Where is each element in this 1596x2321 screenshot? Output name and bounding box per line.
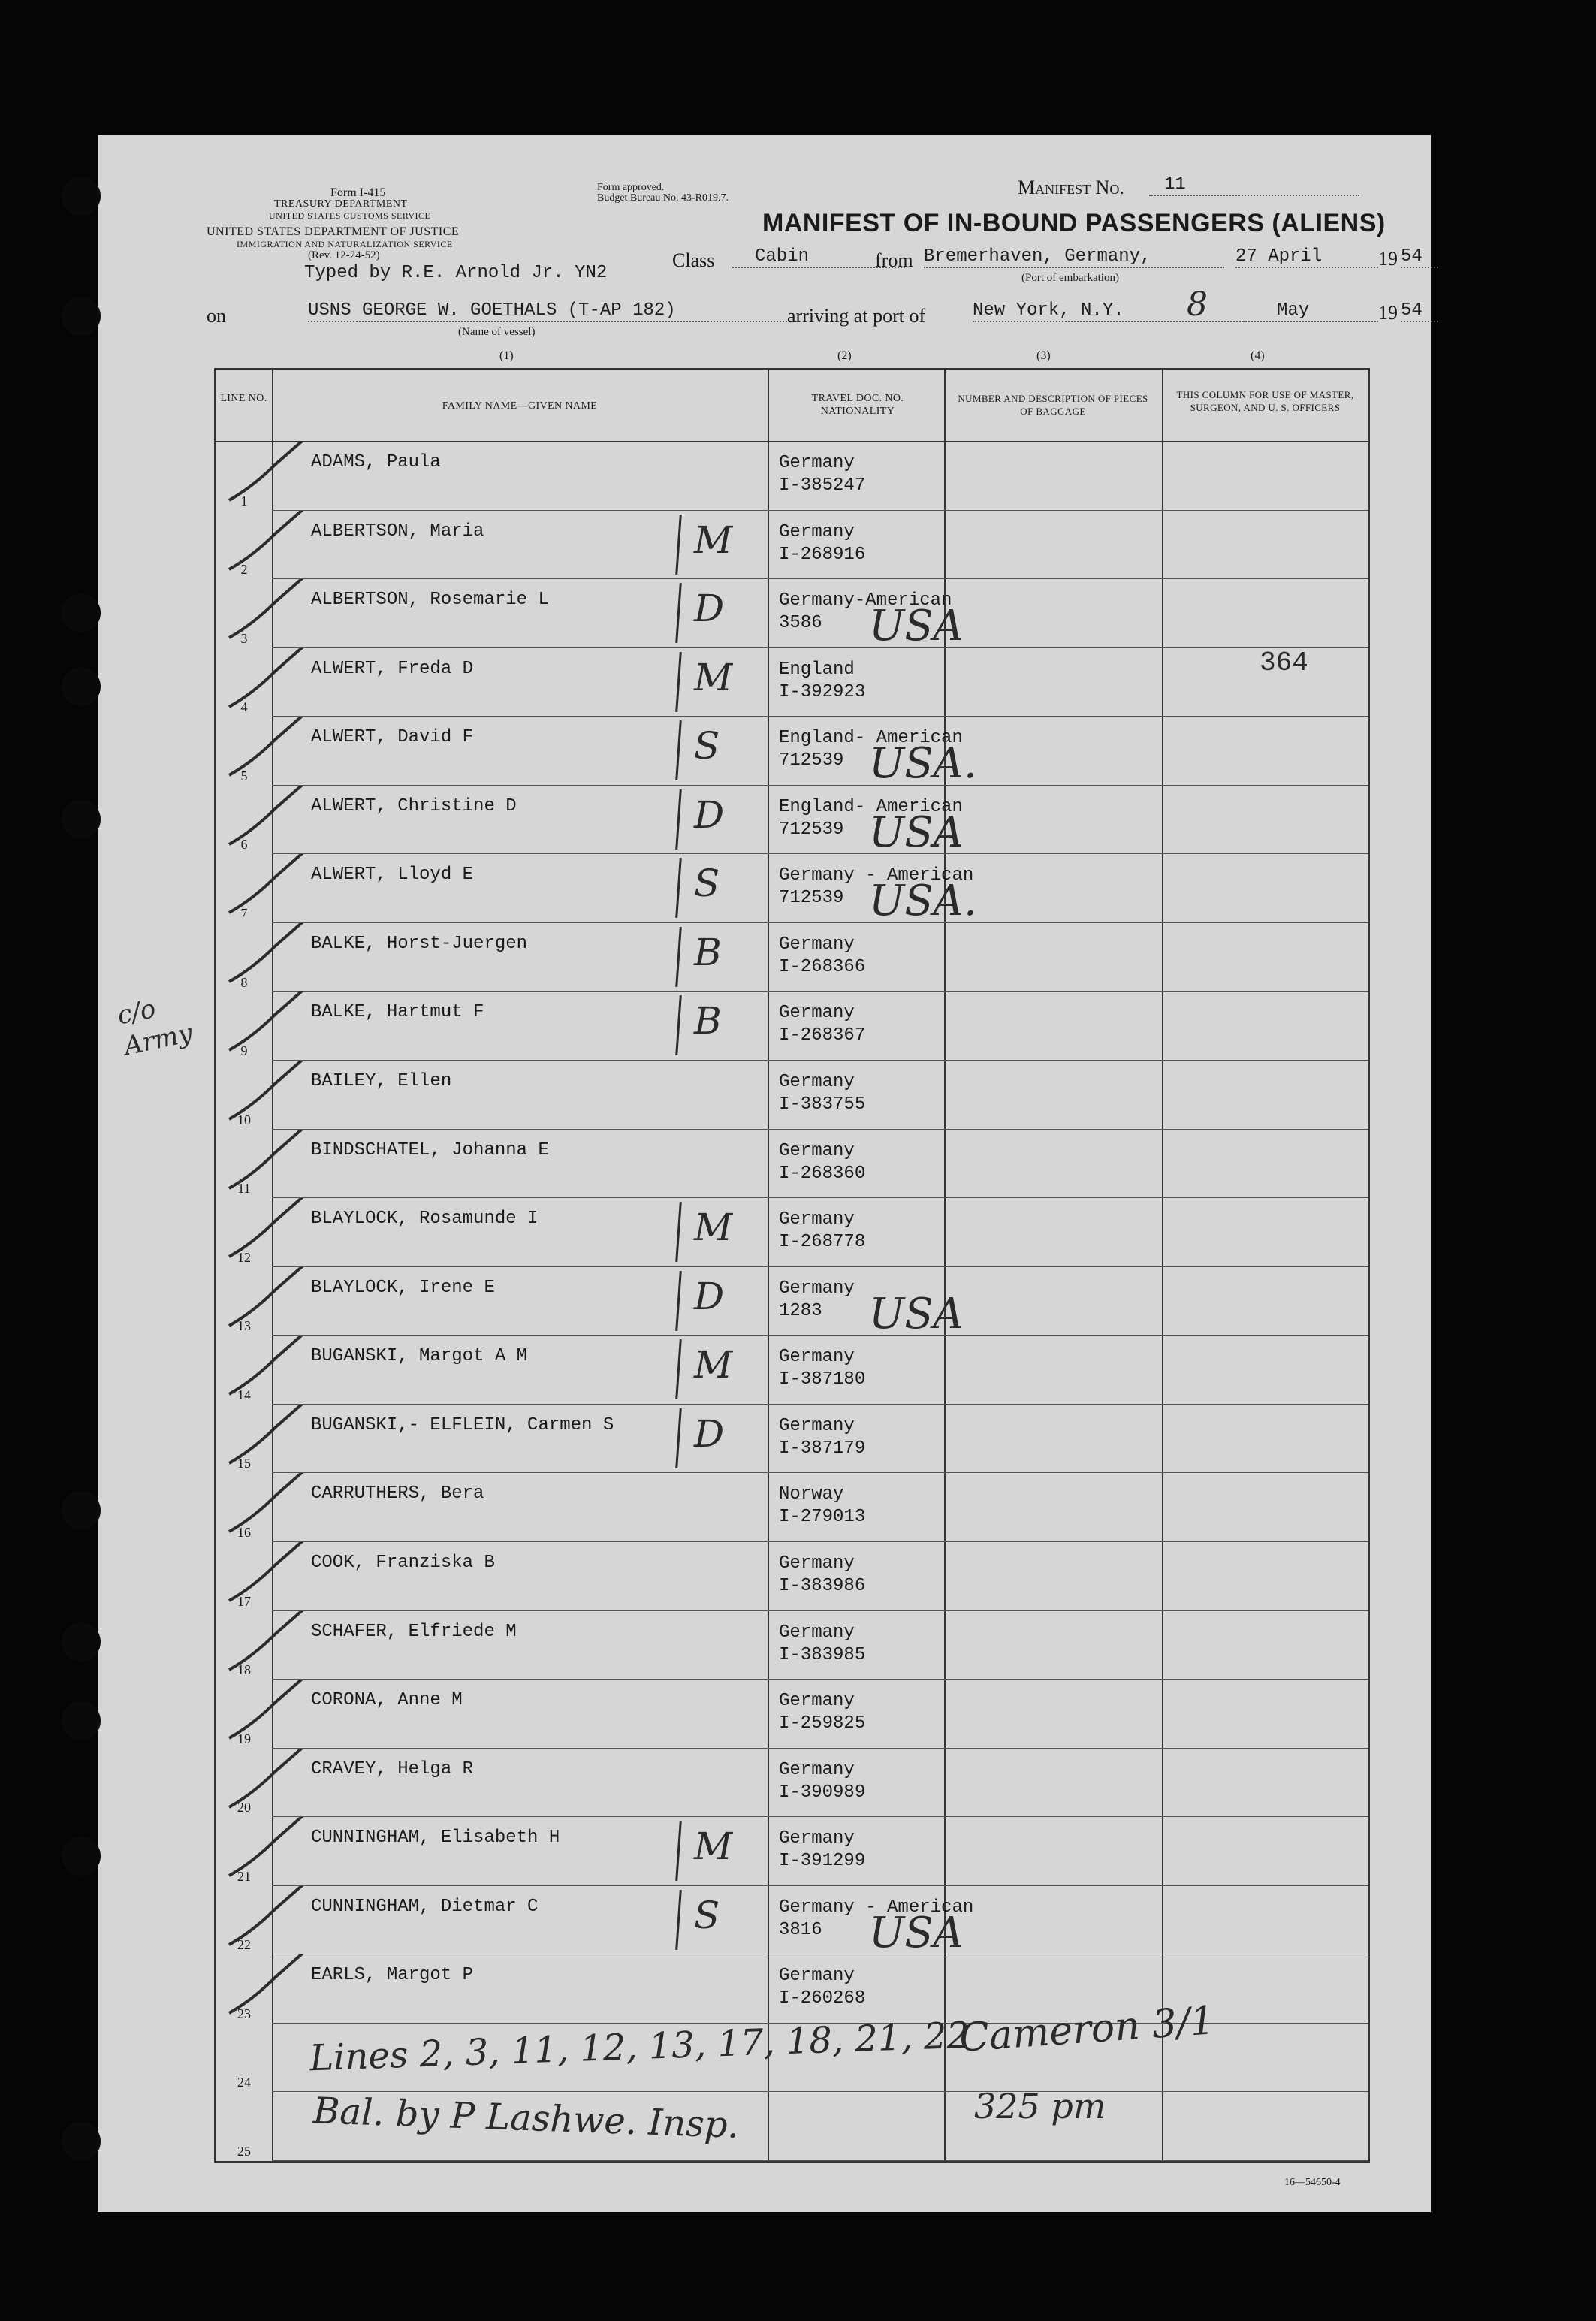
travel-doc-number: 712539 bbox=[779, 819, 844, 840]
header-line-no: LINE NO. bbox=[220, 393, 267, 404]
travel-doc-number: I-268778 bbox=[779, 1232, 866, 1253]
line-number: 5 bbox=[240, 768, 248, 783]
nationality: Germany bbox=[779, 1003, 855, 1024]
table-row bbox=[216, 511, 1368, 580]
travel-doc-number: I-260268 bbox=[779, 1988, 866, 2009]
check-mark-icon bbox=[223, 1954, 328, 2022]
punch-hole bbox=[62, 1701, 101, 1740]
passenger-name: BLAYLOCK, Irene E bbox=[311, 1277, 495, 1298]
passenger-name: CRAVEY, Helga R bbox=[311, 1758, 474, 1779]
nationality: England bbox=[779, 659, 855, 680]
passenger-table bbox=[214, 368, 1370, 2163]
line-number: 10 bbox=[237, 1112, 251, 1127]
family-relation-mark: D bbox=[694, 587, 725, 631]
travel-doc-number: I-383985 bbox=[779, 1644, 866, 1665]
passenger-name: ALBERTSON, Rosemarie L bbox=[311, 590, 549, 611]
check-mark-icon bbox=[223, 1198, 328, 1266]
bracket-stroke bbox=[675, 1271, 682, 1331]
bracket-stroke bbox=[675, 858, 682, 918]
passenger-name: CARRUTHERS, Bera bbox=[311, 1483, 484, 1505]
line-number: 1 bbox=[240, 493, 248, 509]
bracket-stroke bbox=[675, 927, 682, 987]
nationality: Germany bbox=[779, 1415, 855, 1436]
travel-doc-cell bbox=[779, 1002, 865, 1047]
customs-service: UNITED STATES CUSTOMS SERVICE bbox=[269, 210, 431, 221]
travel-doc-number: I-383755 bbox=[779, 1094, 866, 1115]
line-number: 16 bbox=[237, 1524, 251, 1540]
table-body bbox=[216, 442, 1368, 2161]
family-relation-mark: M bbox=[694, 1206, 733, 1250]
passenger-name: BLAYLOCK, Rosamunde I bbox=[311, 1209, 539, 1230]
check-mark-icon bbox=[223, 991, 328, 1059]
line-number: 17 bbox=[237, 1593, 251, 1609]
travel-doc-number: I-387179 bbox=[779, 1438, 866, 1459]
nationality: Germany-American bbox=[779, 590, 952, 611]
arrival-year: 54 bbox=[1401, 300, 1438, 322]
passenger-name: ALWERT, Lloyd E bbox=[311, 865, 474, 886]
travel-doc-cell bbox=[779, 1415, 865, 1460]
citizenship-status-mark: USA. bbox=[869, 739, 977, 789]
check-mark-icon bbox=[223, 511, 328, 578]
col-num-2: (2) bbox=[837, 349, 852, 362]
travel-doc-cell bbox=[779, 1759, 865, 1804]
travel-doc-cell bbox=[779, 1209, 865, 1254]
table-row bbox=[216, 1542, 1368, 1611]
line-number: 20 bbox=[237, 1800, 251, 1815]
check-mark-icon bbox=[223, 648, 328, 716]
punch-hole bbox=[62, 1837, 101, 1876]
table-row bbox=[216, 1198, 1368, 1267]
nationality: Germany bbox=[779, 1553, 855, 1574]
family-relation-mark: D bbox=[694, 1411, 725, 1456]
line-number: 23 bbox=[237, 2006, 251, 2021]
line-number: 8 bbox=[240, 974, 248, 990]
check-mark-icon bbox=[223, 1886, 328, 1954]
line-number: 22 bbox=[237, 1937, 251, 1953]
family-relation-mark: M bbox=[694, 518, 733, 562]
arrival-day-handwritten: 8 bbox=[1187, 285, 1208, 324]
check-mark-icon bbox=[223, 1405, 328, 1472]
passenger-name: COOK, Franziska B bbox=[311, 1552, 495, 1573]
depart-year: 54 bbox=[1401, 246, 1438, 268]
line-number: 19 bbox=[237, 1731, 251, 1746]
line25-time: 325 pm bbox=[974, 2086, 1106, 2126]
footer-code: 16—54650-4 bbox=[1284, 2177, 1341, 2188]
travel-doc-number: I-259825 bbox=[779, 1713, 866, 1734]
on-label: on bbox=[207, 305, 226, 327]
travel-doc-cell bbox=[779, 1071, 865, 1116]
punch-hole bbox=[62, 2122, 101, 2161]
table-row bbox=[216, 991, 1368, 1061]
check-mark-icon bbox=[223, 1749, 328, 1816]
travel-doc-number: I-268360 bbox=[779, 1163, 866, 1184]
nationality: Germany bbox=[779, 1140, 855, 1161]
travel-doc-cell bbox=[779, 452, 865, 497]
bracket-stroke bbox=[675, 1339, 682, 1399]
nationality: Germany - American bbox=[779, 1897, 974, 1918]
check-mark-icon bbox=[223, 1542, 328, 1610]
embark-port: Bremerhaven, Germany, bbox=[924, 246, 1224, 268]
header-baggage: NUMBER AND DESCRIPTION OF PIECES OF BAGGAGE bbox=[958, 393, 1148, 417]
table-row bbox=[216, 1061, 1368, 1130]
table-row bbox=[216, 1336, 1368, 1405]
table-row bbox=[216, 854, 1368, 926]
nationality: Germany - American bbox=[779, 865, 974, 886]
travel-doc-number: 1283 bbox=[779, 1300, 822, 1321]
bracket-stroke bbox=[675, 652, 682, 712]
col-num-4: (4) bbox=[1251, 349, 1265, 362]
passenger-name: BALKE, Horst-Juergen bbox=[311, 933, 528, 954]
from-label: from bbox=[875, 249, 913, 271]
passenger-name: CUNNINGHAM, Dietmar C bbox=[311, 1896, 539, 1917]
arrival-port: New York, N.Y. bbox=[973, 300, 1243, 322]
travel-doc-cell bbox=[779, 1278, 855, 1323]
bracket-stroke bbox=[675, 789, 682, 850]
check-mark-icon bbox=[223, 923, 328, 991]
vessel-caption: (Name of vessel) bbox=[458, 326, 536, 338]
table-row bbox=[216, 786, 1368, 855]
nationality: Germany bbox=[779, 1072, 855, 1093]
punch-hole bbox=[62, 800, 101, 839]
col-num-1: (1) bbox=[499, 349, 514, 362]
passenger-name: CUNNINGHAM, Elisabeth H bbox=[311, 1828, 560, 1849]
family-relation-mark: S bbox=[694, 862, 720, 906]
travel-doc-cell bbox=[779, 1483, 865, 1529]
nationality: Germany bbox=[779, 1691, 855, 1712]
year-prefix-2: 19 bbox=[1378, 302, 1398, 324]
typed-by: Typed by R.E. Arnold Jr. YN2 bbox=[304, 263, 608, 283]
nationality: England- American bbox=[779, 796, 963, 817]
travel-doc-cell bbox=[779, 1622, 865, 1667]
travel-doc-cell bbox=[779, 521, 865, 566]
travel-doc-number: I-391299 bbox=[779, 1851, 866, 1872]
passenger-name: ALWERT, Christine D bbox=[311, 795, 517, 816]
table-row bbox=[216, 1130, 1368, 1199]
nationality: Germany bbox=[779, 1966, 855, 1987]
nationality: Germany bbox=[779, 934, 855, 955]
header-name: FAMILY NAME—GIVEN NAME bbox=[442, 400, 598, 412]
table-row bbox=[216, 923, 1368, 992]
line-number: 11 bbox=[237, 1181, 251, 1197]
travel-doc-cell bbox=[779, 1346, 865, 1391]
officer-mark: 364 bbox=[1260, 647, 1308, 678]
year-prefix: 19 bbox=[1378, 248, 1398, 270]
travel-doc-cell bbox=[779, 1965, 865, 2010]
citizenship-status-mark: USA. bbox=[869, 877, 977, 926]
line-number: 13 bbox=[237, 1318, 251, 1334]
passenger-name: ALWERT, Freda D bbox=[311, 658, 474, 679]
travel-doc-cell bbox=[779, 934, 865, 979]
check-mark-icon bbox=[223, 579, 328, 647]
class-value: Cabin bbox=[732, 246, 905, 268]
line-number: 18 bbox=[237, 1662, 251, 1678]
nationality: Germany bbox=[779, 521, 855, 542]
table-row bbox=[216, 1886, 1368, 1955]
check-mark-icon bbox=[223, 1611, 328, 1679]
line-number: 14 bbox=[237, 1387, 251, 1402]
punch-hole bbox=[62, 1622, 101, 1662]
check-mark-icon bbox=[223, 854, 328, 922]
header-officers: THIS COLUMN FOR USE OF MASTER, SURGEON, AND U. S. OFFICERS bbox=[1176, 389, 1354, 413]
nationality: Germany bbox=[779, 1278, 855, 1299]
passenger-name: CORONA, Anne M bbox=[311, 1690, 463, 1711]
line-number: 12 bbox=[237, 1249, 251, 1265]
line-number: 9 bbox=[240, 1043, 248, 1059]
travel-doc-cell bbox=[779, 1140, 865, 1185]
citizenship-status-mark: USA bbox=[869, 1908, 964, 1957]
line24-signature: Cameron 3/1 bbox=[958, 1998, 1217, 2061]
passenger-name: SCHAFER, Elfriede M bbox=[311, 1621, 517, 1642]
bracket-stroke bbox=[675, 583, 682, 643]
nationality: Germany bbox=[779, 1622, 855, 1643]
passenger-name: BALKE, Hartmut F bbox=[311, 1002, 484, 1023]
passenger-name: BAILEY, Ellen bbox=[311, 1071, 452, 1092]
travel-doc-number: I-392923 bbox=[779, 681, 866, 702]
passenger-name: BUGANSKI, Margot A M bbox=[311, 1346, 528, 1367]
table-row bbox=[216, 442, 1368, 511]
bracket-stroke bbox=[675, 1890, 682, 1950]
nationality: Germany bbox=[779, 453, 855, 473]
row-divider bbox=[272, 2160, 1368, 2161]
passenger-name: EARLS, Margot P bbox=[311, 1965, 474, 1986]
check-mark-icon bbox=[223, 786, 328, 853]
line-number: 15 bbox=[237, 1456, 251, 1471]
bracket-stroke bbox=[675, 995, 682, 1055]
check-mark-icon bbox=[223, 1473, 328, 1541]
citizenship-status-mark: USA bbox=[869, 1289, 964, 1339]
check-mark-icon bbox=[223, 717, 328, 784]
line-number: 4 bbox=[240, 699, 248, 715]
travel-doc-number: I-385247 bbox=[779, 475, 866, 496]
family-relation-mark: B bbox=[694, 930, 722, 974]
budget-bureau: Budget Bureau No. 43-R019.7. bbox=[597, 192, 729, 204]
travel-doc-number: I-390989 bbox=[779, 1782, 866, 1803]
treasury-dept: TREASURY DEPARTMENT bbox=[274, 198, 408, 210]
travel-doc-number: 712539 bbox=[779, 888, 844, 909]
travel-doc-number: I-383986 bbox=[779, 1575, 866, 1596]
travel-doc-number: 3816 bbox=[779, 1919, 822, 1940]
line25-note: Bal. by P Lashwe. Insp. bbox=[312, 2090, 740, 2147]
form-approved: Form approved. bbox=[597, 182, 665, 193]
travel-doc-number: I-279013 bbox=[779, 1507, 866, 1528]
table-row bbox=[216, 1405, 1368, 1474]
line-number: 25 bbox=[237, 2144, 251, 2160]
family-relation-mark: S bbox=[694, 724, 720, 768]
table-row bbox=[216, 1611, 1368, 1680]
family-relation-mark: M bbox=[694, 655, 733, 699]
travel-doc-cell bbox=[779, 1553, 865, 1598]
nationality: Germany bbox=[779, 1209, 855, 1230]
line24-note: Lines 2, 3, 11, 12, 13, 17, 18, 21, 22 bbox=[309, 2014, 970, 2080]
table-row bbox=[216, 1473, 1368, 1542]
bracket-stroke bbox=[675, 1821, 682, 1881]
line-number: 21 bbox=[237, 1868, 251, 1884]
arriving-label: arriving at port of bbox=[787, 305, 926, 327]
nationality: Germany bbox=[779, 1347, 855, 1368]
travel-doc-number: I-268916 bbox=[779, 544, 866, 565]
manifest-number: 11 bbox=[1149, 174, 1359, 196]
citizenship-status-mark: USA bbox=[869, 602, 964, 651]
manifest-title: MANIFEST OF IN-BOUND PASSENGERS (ALIENS) bbox=[762, 209, 1386, 237]
table-row bbox=[216, 1817, 1368, 1886]
bracket-stroke bbox=[675, 1408, 682, 1468]
travel-doc-cell bbox=[779, 1828, 865, 1873]
travel-doc-number: 712539 bbox=[779, 750, 844, 771]
family-relation-mark: M bbox=[694, 1343, 733, 1387]
check-mark-icon bbox=[223, 1130, 328, 1197]
justice-dept: UNITED STATES DEPARTMENT OF JUSTICE bbox=[207, 225, 460, 238]
revision: (Rev. 12-24-52) bbox=[308, 249, 380, 261]
travel-doc-number: I-387180 bbox=[779, 1369, 866, 1390]
line-number: 7 bbox=[240, 905, 248, 921]
manifest-label: Manifest No. bbox=[1018, 177, 1124, 198]
family-relation-mark: B bbox=[694, 999, 722, 1043]
citizenship-status-mark: USA bbox=[869, 807, 964, 857]
passenger-name: BINDSCHATEL, Johanna E bbox=[311, 1139, 549, 1160]
port-caption: (Port of embarkation) bbox=[1021, 272, 1119, 284]
family-relation-mark: D bbox=[694, 792, 725, 837]
passenger-name: BUGANSKI,- ELFLEIN, Carmen S bbox=[311, 1414, 614, 1435]
check-mark-icon bbox=[223, 1336, 328, 1403]
nationality: England- American bbox=[779, 728, 963, 749]
passenger-name: ALBERTSON, Maria bbox=[311, 521, 484, 542]
ins-service: IMMIGRATION AND NATURALIZATION SERVICE bbox=[237, 239, 453, 249]
punch-hole bbox=[62, 177, 101, 216]
family-relation-mark: M bbox=[694, 1825, 733, 1869]
check-mark-icon bbox=[223, 1267, 328, 1335]
punch-hole bbox=[62, 297, 101, 336]
line-number: 6 bbox=[240, 837, 248, 853]
bracket-stroke bbox=[675, 1202, 682, 1262]
bracket-stroke bbox=[675, 515, 682, 575]
check-mark-icon bbox=[223, 1680, 328, 1747]
table-row bbox=[216, 579, 1368, 651]
table-row bbox=[216, 1680, 1368, 1749]
table-row bbox=[216, 1267, 1368, 1339]
nationality: Norway bbox=[779, 1484, 844, 1505]
punch-hole bbox=[62, 1491, 101, 1530]
table-row bbox=[216, 1749, 1368, 1818]
nationality: Germany bbox=[779, 1759, 855, 1780]
table-row bbox=[216, 648, 1368, 717]
class-label: Class bbox=[672, 249, 715, 271]
arrival-month: May bbox=[1243, 300, 1378, 322]
check-mark-icon bbox=[223, 1061, 328, 1128]
passenger-name: ADAMS, Paula bbox=[311, 452, 441, 472]
table-row bbox=[216, 717, 1368, 789]
vessel-name: USNS GEORGE W. GOETHALS (T-AP 182) bbox=[308, 300, 796, 322]
punch-hole bbox=[62, 593, 101, 632]
col-num-3: (3) bbox=[1036, 349, 1051, 362]
line-number: 2 bbox=[240, 562, 248, 578]
check-mark-icon bbox=[223, 1817, 328, 1885]
line-number: 3 bbox=[240, 630, 248, 646]
depart-date: 27 April bbox=[1235, 246, 1378, 268]
nationality: Germany bbox=[779, 1828, 855, 1849]
header-travel-doc: TRAVEL DOC. NO. NATIONALITY bbox=[811, 393, 904, 417]
margin-note: c/o Army bbox=[114, 993, 195, 1062]
travel-doc-number: I-268367 bbox=[779, 1025, 866, 1046]
travel-doc-cell bbox=[779, 1690, 865, 1735]
travel-doc-number: 3586 bbox=[779, 613, 822, 634]
family-relation-mark: S bbox=[694, 1893, 720, 1937]
travel-doc-cell bbox=[779, 659, 865, 704]
bracket-stroke bbox=[675, 720, 682, 780]
punch-hole bbox=[62, 667, 101, 706]
line-number: 24 bbox=[237, 2075, 251, 2090]
passenger-name: ALWERT, David F bbox=[311, 727, 474, 748]
check-mark-icon bbox=[223, 442, 328, 509]
form-number: Form I-415 bbox=[330, 186, 386, 199]
travel-doc-number: I-268366 bbox=[779, 956, 866, 977]
family-relation-mark: D bbox=[694, 1274, 725, 1318]
